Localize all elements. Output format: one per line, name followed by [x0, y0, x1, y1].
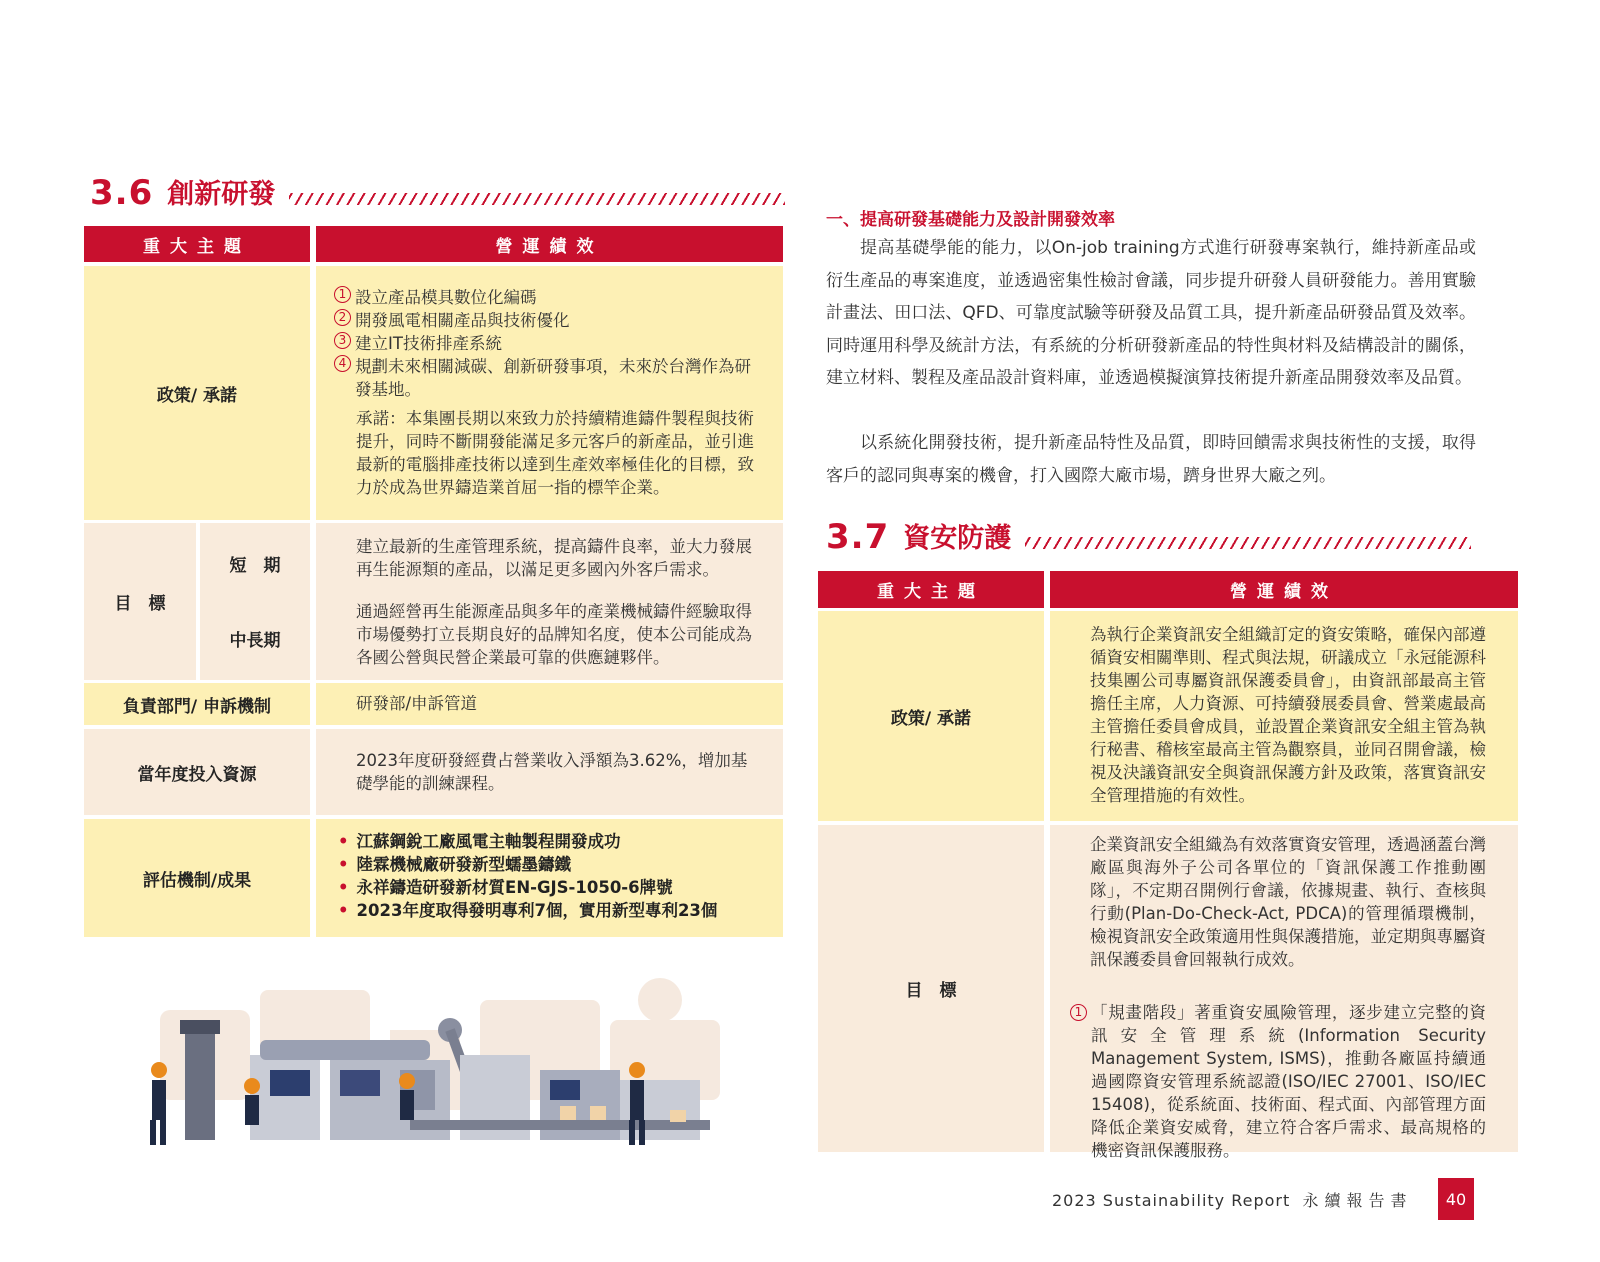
policy-item: 3 建立IT技術排產系統	[334, 332, 754, 355]
section-number: 3.6	[90, 173, 154, 213]
table36-mid-term-content: 通過經營再生能源產品與多年的產業機械鑄件經驗取得市場優勢打立長期良好的品牌知名度，使本公司能成為各國公營與民營企業最可靠的供應鏈夥伴。	[316, 596, 783, 680]
table36-dept-content: 研發部/申訴管道	[316, 683, 783, 725]
title-hatch-divider	[289, 193, 785, 205]
eval-item: • 2023年度取得發明專利7個，實用新型專利23個	[338, 901, 718, 920]
section-3-6-heading	[90, 172, 785, 213]
table36-eval-content	[316, 819, 783, 937]
section-title: 創新研發	[167, 179, 276, 210]
table36-short-term-content: 建立最新的生產管理系統，提高鑄件良率，並大力發展再生能源類的產品，以滿足更多國內外客戶需求。	[316, 523, 783, 603]
table36-policy-content	[316, 266, 783, 520]
table36-header-topic: 重大主題	[84, 226, 310, 262]
section-number: 3.7	[826, 517, 890, 557]
eval-item: • 江蘇鋼銳工廠風電主軸製程開發成功	[338, 832, 621, 851]
section-3-7-heading	[826, 516, 1471, 557]
policy-item: 4 規劃未來相關減碳、創新研發事項，未來於台灣作為研發基地。	[334, 355, 754, 401]
subsection-paragraph-1: 提高基礎學能的能力，以On-job training方式進行研發專案執行，維持新產品或衍生產品的專案進度，並透過密集性檢討會議，同步提升研發人員研發能力。善用實驗計畫法、田口法、QFD、可靠度試驗等研發及品質工具，提升新產品研發品質及效率。同時運用科學及統計方法，有系統的分析研發新產品的特性與材料及結構設計的關係，建立材料、製程及產品設計資料庫，並透過模擬演算技術提升新產品開發效率及品質。	[826, 238, 1476, 388]
table36-resource-label: 當年度投入資源	[84, 729, 310, 815]
footer-report-title: 2023 Sustainability Report 永續報告書	[1052, 1191, 1413, 1210]
section-title: 資安防護	[903, 523, 1012, 554]
factory-illustration	[140, 960, 740, 1150]
table36-resource-content: 2023年度研發經費占營業收入淨額為3.62%，增加基礎學能的訓練課程。	[316, 729, 783, 815]
title-hatch-divider	[1025, 537, 1471, 549]
table37-header-topic: 重大主題	[818, 571, 1044, 608]
commitment-text: 承諾：本集團長期以來致力於持續精進鑄件製程與技術提升，同時不斷開發能滿足多元客戶的新產品，並引進最新的電腦排產技術以達到生產效率極佳化的目標，致力於成為世界鑄造業首屈一指的標竿企業。	[356, 409, 754, 497]
table36-policy-label: 政策/ 承諾	[84, 266, 310, 520]
subsection-title: 一、提高研發基礎能力及設計開發效率	[826, 210, 1115, 230]
table36-header-performance: 營運績效	[316, 226, 783, 262]
policy-item: 1 設立產品模具數位化編碼	[334, 286, 754, 309]
subsection-paragraph-2: 以系統化開發技術，提升新產品特性及品質，即時回饋需求與技術性的支援，取得客戶的認同與專案的機會，打入國際大廠市場，躋身世界大廠之列。	[826, 433, 1476, 486]
eval-item: • 陸霖機械廠研發新型蠕墨鑄鐵	[338, 855, 572, 874]
policy-item: 2 開發風電相關產品與技術優化	[334, 309, 754, 332]
table37-policy-content: 為執行企業資訊安全組織訂定的資安策略，確保內部遵循資安相關準則、程式與法規，研議成立「永冠能源科技集團公司專屬資訊保護委員會」，由資訊部最高主管擔任主席，人力資源、可持續發展委員會、營業處最高主管擔任委員會成員，並設置企業資訊安全組主管為執行秘書、稽核室最高主管為觀察員，並同召開會議，檢視及決議資訊安全與資訊保護方針及政策，落實資訊安全管理措施的有效性。	[1050, 611, 1518, 821]
table37-goal-content: 企業資訊安全組織為有效落實資安管理，透過涵蓋台灣廠區與海外子公司各單位的「資訊保護工作推動團隊」，不定期召開例行會議，依據規畫、執行、查核與行動(Plan-Do-Check-Act, PDCA)的管理循環機制，檢視資訊安全政策適用性與保護措施，並定期與專屬資訊保護委員會回報執行成效。 1 「規畫階段」著重資安風險管理，逐步建立完整的資訊安全管理系統(Information Security Management System, ISMS)，推動各廠區持續通過國際資安管理系統認證(ISO/IEC 27001、ISO/IEC 15408)，從系統面、技術面、程式面、內部管理方面降低企業資安威脅，建立符合客戶需求、最高規格的機密資訊保護服務。	[1050, 825, 1518, 1152]
table37-goal-label: 目 標	[818, 825, 1044, 1152]
eval-item: • 永祥鑄造研發新材質EN-GJS-1050-6牌號	[338, 878, 673, 897]
table37-policy-label: 政策/ 承諾	[818, 611, 1044, 821]
table37-header-performance: 營運績效	[1050, 571, 1518, 608]
table36-dept-label: 負責部門/ 申訴機制	[84, 683, 310, 725]
table36-goal-label: 目 標	[84, 523, 196, 680]
table36-mid-term-label: 中長期	[200, 596, 310, 680]
goal-item: 1 「規畫階段」著重資安風險管理，逐步建立完整的資訊安全管理系統(Information Security Management System, ISMS)，推動各廠區持續通過國際資安管理系統認證(ISO/IEC 27001、ISO/IEC 15408)，從系統面、技術面、程式面、內部管理方面降低企業資安威脅，建立符合客戶需求、最高規格的機密資訊保護服務。	[1070, 1001, 1486, 1162]
table36-eval-label: 評估機制/成果	[84, 819, 310, 937]
page-number: 40	[1438, 1178, 1474, 1220]
table36-short-term-label: 短 期	[200, 523, 310, 603]
